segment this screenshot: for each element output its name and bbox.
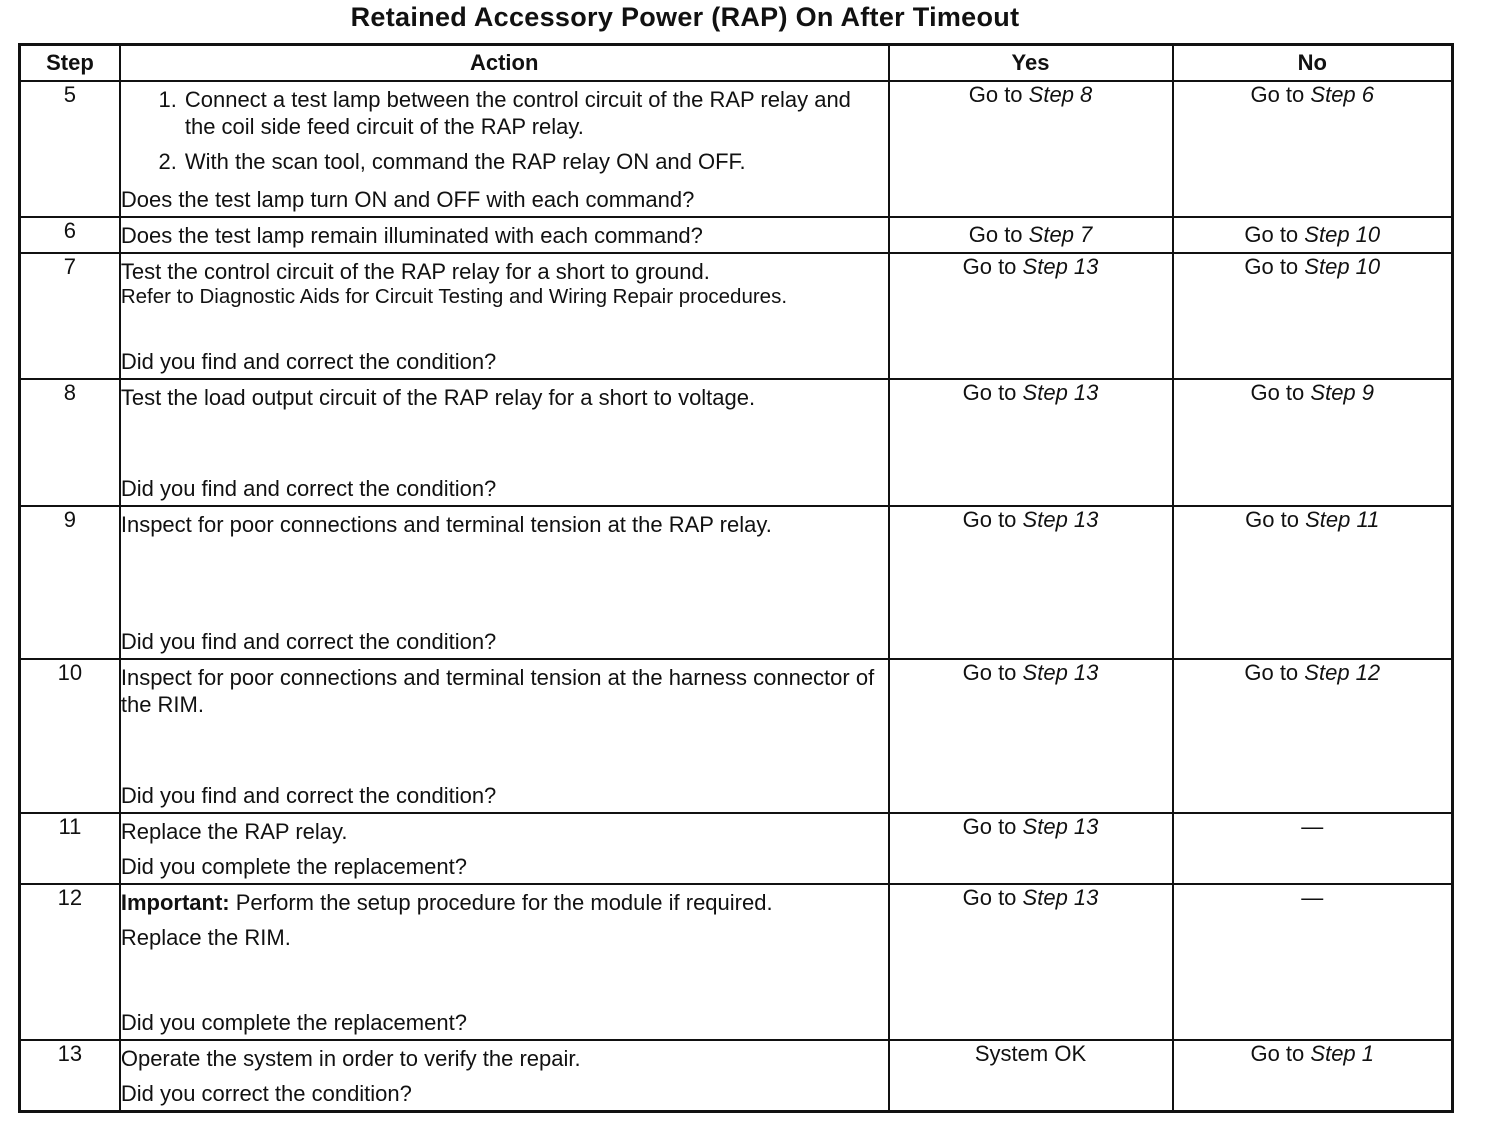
question-text: Did you complete the replacement?: [120, 854, 467, 879]
yes-prefix: Go to: [962, 885, 1017, 910]
action-cell: [120, 81, 889, 217]
action-cell: [120, 813, 889, 884]
table-row: [20, 81, 1453, 217]
no-prefix: Go to: [1245, 507, 1299, 532]
yes-prefix: Go to: [962, 380, 1017, 405]
step-number: 8: [20, 379, 120, 506]
no-step-ref: Step 11: [1305, 507, 1380, 532]
action-text: Replace the RIM.: [120, 925, 291, 950]
yes-step-ref: Step 13: [1022, 380, 1099, 405]
step-number: 13: [20, 1040, 120, 1112]
yes-prefix: Go to: [962, 507, 1017, 532]
item-number: 2.: [158, 149, 177, 174]
yes-cell: [889, 81, 1173, 217]
no-cell: —: [1173, 813, 1453, 884]
no-prefix: Go to: [1250, 82, 1305, 107]
no-cell: —: [1173, 884, 1453, 1040]
header-step: Step: [20, 45, 120, 82]
action-cell: [120, 659, 889, 813]
yes-cell: [889, 884, 1173, 1040]
table-row: [20, 1040, 1453, 1112]
page-title: Retained Accessory Power (RAP) On After Timeout: [350, 2, 1020, 32]
table-row: [20, 379, 1453, 506]
step-number: 9: [20, 506, 120, 659]
yes-cell: [889, 217, 1173, 253]
action-cell: [120, 884, 889, 1040]
yes-prefix: Go to: [962, 254, 1017, 279]
action-text: Operate the system in order to verify the repair.: [120, 1046, 581, 1071]
yes-cell: System OK: [889, 1040, 1173, 1112]
yes-step-ref: Step 13: [1022, 254, 1099, 279]
item-text: With the scan tool, command the RAP relay ON and OFF.: [184, 149, 746, 174]
yes-cell: [889, 506, 1173, 659]
no-prefix: Go to: [1244, 254, 1299, 279]
yes-step-ref: Step 8: [1028, 82, 1093, 107]
no-cell: [1173, 379, 1453, 506]
item-number: 1.: [158, 87, 177, 112]
action-cell: [120, 1040, 889, 1112]
table-row: [20, 659, 1453, 813]
yes-prefix: Go to: [962, 814, 1017, 839]
no-cell: [1173, 81, 1453, 217]
diagnostic-table: [18, 43, 1454, 1113]
no-step-ref: Step 6: [1310, 82, 1375, 107]
question-text: Did you complete the replacement?: [120, 1010, 467, 1035]
action-item: [121, 86, 888, 140]
yes-prefix: Go to: [968, 222, 1023, 247]
important-label: Important:: [120, 890, 230, 915]
yes-prefix: Go to: [968, 82, 1023, 107]
action-cell: [120, 253, 889, 379]
action-cell: [120, 379, 889, 506]
table-row: [20, 253, 1453, 379]
no-step-ref: Step 10: [1304, 254, 1381, 279]
header-action: Action: [120, 45, 889, 82]
action-cell: [120, 506, 889, 659]
yes-step-ref: Step 13: [1022, 660, 1099, 685]
no-prefix: Go to: [1244, 222, 1299, 247]
no-cell: [1173, 506, 1453, 659]
question-text: Did you find and correct the condition?: [120, 783, 497, 808]
question-text: Did you find and correct the condition?: [120, 349, 497, 374]
header-yes: Yes: [889, 45, 1173, 82]
no-cell: [1173, 253, 1453, 379]
header-no: No: [1173, 45, 1453, 82]
table-row: [20, 506, 1453, 659]
no-step-ref: Step 10: [1304, 222, 1381, 247]
action-text: Replace the RAP relay.: [120, 819, 348, 844]
table-row: [20, 813, 1453, 884]
yes-cell: [889, 659, 1173, 813]
question-text: Did you correct the condition?: [120, 1081, 412, 1106]
table-row: [20, 217, 1453, 253]
yes-cell: [889, 813, 1173, 884]
no-cell: [1173, 1040, 1453, 1112]
header-row: [20, 45, 1453, 82]
yes-step-ref: Step 13: [1022, 814, 1099, 839]
no-step-ref: Step 9: [1310, 380, 1375, 405]
action-text: Test the load output circuit of the RAP relay for a short to voltage.: [120, 385, 756, 410]
reference-text: Refer to Diagnostic Aids for Circuit Testing and Wiring Repair procedures.: [120, 285, 788, 308]
question-text: Did you find and correct the condition?: [120, 629, 497, 654]
no-step-ref: Step 1: [1310, 1041, 1375, 1066]
item-text: Connect a test lamp between the control circuit of the RAP relay and the coil side feed circuit of the RAP relay.: [184, 87, 851, 139]
yes-prefix: Go to: [962, 660, 1017, 685]
question-text: Does the test lamp turn ON and OFF with each command?: [120, 187, 695, 212]
step-number: 12: [20, 884, 120, 1040]
important-text: Perform the setup procedure for the module if required.: [235, 890, 773, 915]
no-cell: [1173, 659, 1453, 813]
no-prefix: Go to: [1250, 380, 1305, 405]
step-number: 11: [20, 813, 120, 884]
step-number: 6: [20, 217, 120, 253]
action-cell: [120, 217, 889, 253]
table-row: [20, 884, 1453, 1040]
question-text: Did you find and correct the condition?: [120, 476, 497, 501]
yes-step-ref: Step 7: [1028, 222, 1093, 247]
question-text: Does the test lamp remain illuminated with each command?: [120, 222, 703, 248]
no-step-ref: Step 12: [1304, 660, 1381, 685]
yes-step-ref: Step 13: [1022, 507, 1099, 532]
step-number: 5: [20, 81, 120, 217]
no-cell: [1173, 217, 1453, 253]
action-text: Test the control circuit of the RAP relay for a short to ground.: [120, 259, 710, 284]
important-note: [121, 889, 888, 916]
no-prefix: Go to: [1244, 660, 1299, 685]
step-number: 7: [20, 253, 120, 379]
action-text: Inspect for poor connections and terminal tension at the RAP relay.: [120, 512, 772, 537]
action-text: Inspect for poor connections and terminal tension at the harness connector of the RIM.: [120, 665, 875, 717]
yes-step-ref: Step 13: [1022, 885, 1099, 910]
action-item: [121, 148, 888, 175]
yes-cell: [889, 379, 1173, 506]
step-number: 10: [20, 659, 120, 813]
yes-cell: [889, 253, 1173, 379]
no-prefix: Go to: [1250, 1041, 1305, 1066]
